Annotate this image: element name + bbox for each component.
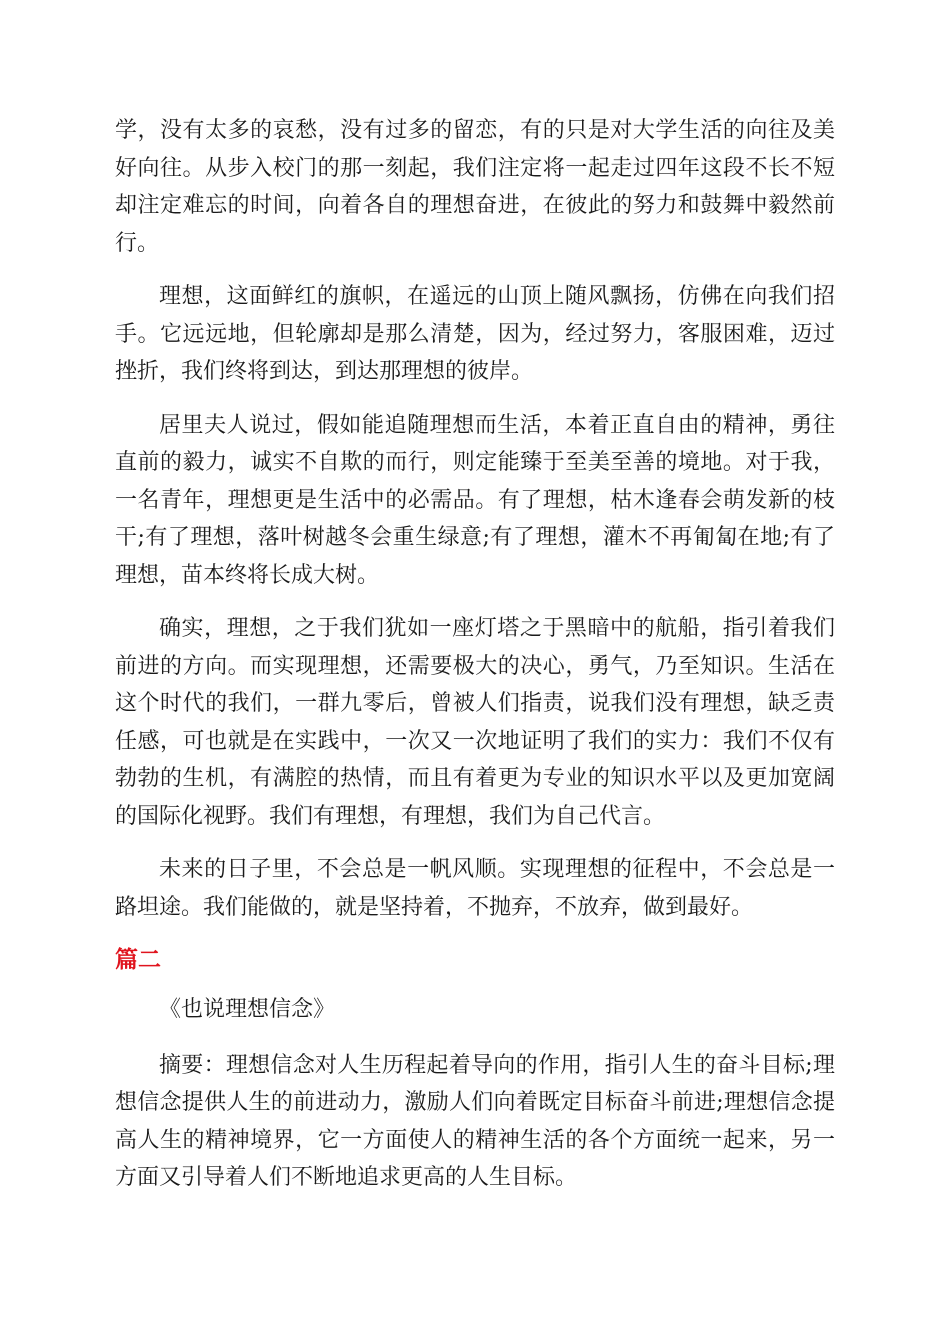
paragraph-ideal-flag: 理想，这面鲜红的旗帜，在遥远的山顶上随风飘扬，仿佛在向我们招手。它远远地，但轮廓却是那么清楚，因为，经过努力，客服困难，迈过挫折，我们终将到达，到达那理想的彼岸。	[115, 284, 835, 384]
document-page	[115, 112, 835, 1213]
section-title: 篇二	[115, 947, 161, 973]
paragraph-lighthouse: 确实，理想，之于我们犹如一座灯塔之于黑暗中的航船，指引着我们前进的方向。而实现理想，还需要极大的决心，勇气，乃至知识。生活在这个时代的我们，一群九零后，曾被人们指责，说我们没有理想，缺乏责任感，可也就是在实践中，一次又一次地证明了我们的实力：我们不仅有勃勃的生机，有满腔的热情，而且有着更为专业的知识水平以及更加宽阔的国际化视野。我们有理想，有理想，我们为自己代言。	[115, 616, 835, 829]
paragraph-future: 未来的日子里，不会总是一帆风顺。实现理想的征程中，不会总是一路坦途。我们能做的，就是坚持着，不抛弃，不放弃，做到最好。	[115, 857, 835, 920]
paragraph-curie-quote: 居里夫人说过，假如能追随理想而生活，本着正直自由的精神，勇往直前的毅力，诚实不自欺的而行，则定能臻于至美至善的境地。对于我，一名青年，理想更是生活中的必需品。有了理想，枯木逢春会萌发新的枝干;有了理想，落叶树越冬会重生绿意;有了理想，灌木不再匍匐在地;有了理想，苗本终将长成大树。	[115, 412, 835, 588]
paragraph-abstract: 摘要：理想信念对人生历程起着导向的作用，指引人生的奋斗目标;理想信念提供人生的前进动力，激励人们向着既定目标奋斗前进;理想信念提高人生的精神境界，它一方面使人的精神生活的各个方面统一起来，另一方面又引导着人们不断地追求更高的人生目标。	[115, 1052, 835, 1190]
article-subtitle: 《也说理想信念》	[159, 997, 336, 1022]
paragraph-continued: 学，没有太多的哀愁，没有过多的留恋，有的只是对大学生活的向往及美好向往。从步入校门的那一刻起，我们注定将一起走过四年这段不长不短却注定难忘的时间，向着各自的理想奋进，在彼此的努力和鼓舞中毅然前行。	[115, 118, 835, 256]
